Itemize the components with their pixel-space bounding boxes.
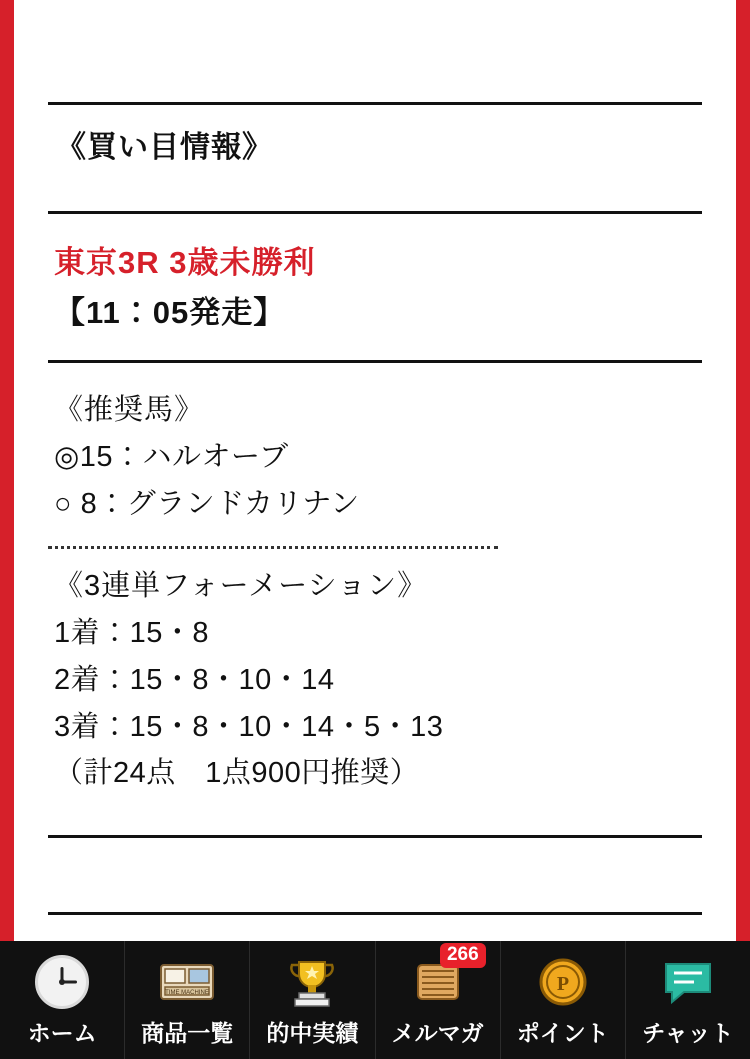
recommended-horses-block [48, 387, 702, 528]
recommended-horse-1: ◎15：ハルオーブ [54, 440, 289, 473]
section-heading: 《買い目情報》 [56, 131, 273, 164]
coin-icon [536, 953, 590, 1011]
tab-point-label: ポイント [516, 1020, 609, 1046]
formation-first: 1着：15・8 [54, 616, 210, 649]
time-machine-icon [158, 953, 216, 1011]
tab-home[interactable] [0, 941, 125, 1059]
mailmagazine-unread-badge: 266 [440, 943, 486, 968]
divider-bottom-1 [48, 835, 702, 838]
tab-mailmagazine[interactable] [376, 941, 501, 1059]
divider-under-race [48, 360, 702, 363]
formation-heading: 《3連単フォーメーション》 [54, 569, 428, 602]
formation-total: （計24点 1点900円推奨） [54, 757, 420, 790]
svg-text:P: P [556, 973, 569, 995]
formation-block [48, 563, 702, 798]
trophy-icon [285, 953, 339, 1011]
clock-icon [35, 953, 89, 1011]
tab-products-label: 商品一覧 [141, 1020, 234, 1046]
tab-results[interactable] [250, 941, 375, 1059]
divider-bottom-2 [48, 912, 702, 915]
divider-top [48, 102, 702, 105]
tab-home-label: ホーム [27, 1020, 97, 1046]
tab-results-label: 的中実績 [266, 1020, 359, 1046]
race-start-time: 【11：05発走】 [54, 294, 286, 330]
article-body [14, 102, 736, 915]
recommended-heading: 《推奨馬》 [54, 393, 205, 426]
dotted-divider [48, 546, 498, 549]
left-red-rail [0, 0, 14, 941]
formation-second: 2着：15・8・10・14 [54, 663, 335, 696]
tab-chat-label: チャット [642, 1020, 734, 1046]
bottom-tab-bar [0, 941, 750, 1059]
right-red-rail [736, 0, 750, 941]
chat-icon [660, 953, 716, 1011]
svg-text:TIME MACHINE: TIME MACHINE [165, 990, 210, 996]
tab-point[interactable] [501, 941, 626, 1059]
article-scroll-area[interactable] [14, 0, 736, 941]
recommended-horse-2: ○ 8：グランドカリナン [54, 487, 360, 520]
tab-mailmagazine-label: メルマガ [391, 1020, 484, 1046]
race-name: 東京3R 3歳未勝利 [54, 245, 316, 280]
divider-under-heading [48, 211, 702, 214]
formation-third: 3着：15・8・10・14・5・13 [54, 710, 444, 743]
tab-chat[interactable] [626, 941, 750, 1059]
tab-products[interactable] [125, 941, 250, 1059]
